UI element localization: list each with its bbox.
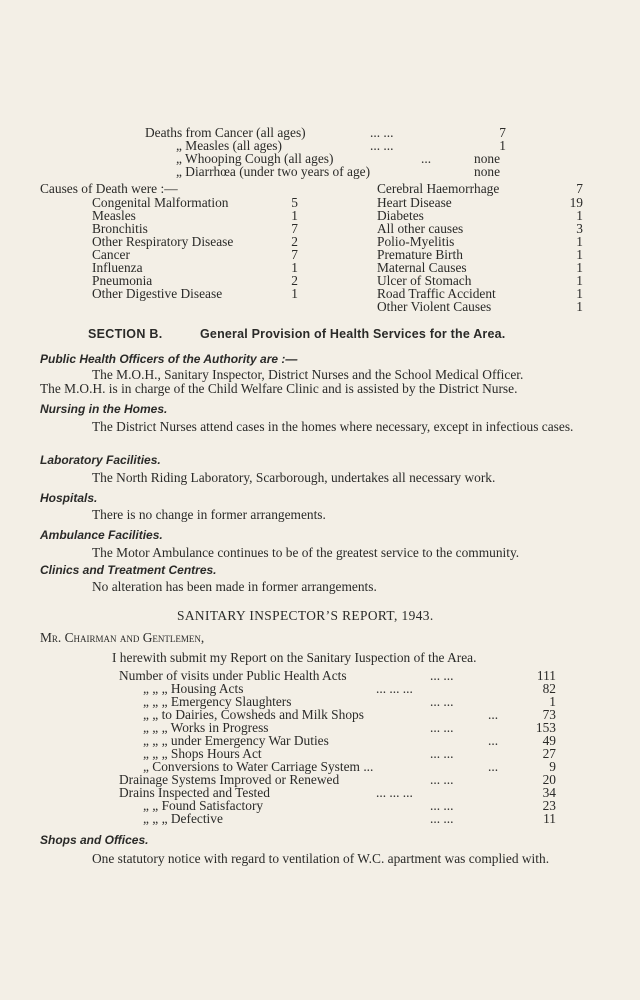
visits-label: „ „ „ Emergency Slaughters	[143, 694, 292, 709]
deaths-value-2: none	[474, 151, 501, 166]
cause-left-label: Cancer	[92, 247, 130, 262]
visits-dots: ... ... ...	[376, 785, 413, 800]
public-health-heading: Public Health Officers of the Authority are :—	[40, 352, 298, 366]
cause-right-value: 7	[576, 181, 583, 196]
visits-value: 73	[542, 707, 556, 722]
deaths-label-2: „ Whooping Cough (all ages)	[176, 151, 334, 166]
deaths-value-1: 1	[499, 138, 506, 153]
deaths-value-0: 7	[499, 125, 506, 140]
cause-right-label: Road Traffic Accident	[377, 286, 496, 301]
visits-dots: ... ... ...	[376, 681, 413, 696]
cause-left-value: 7	[291, 221, 298, 236]
deaths-label-0: Deaths from Cancer (all ages)	[145, 125, 306, 140]
cause-left-value: 1	[291, 208, 298, 223]
visits-value: 9	[549, 759, 556, 774]
visits-dots: ...	[488, 759, 499, 774]
cause-left-label: Pneumonia	[92, 273, 153, 288]
cause-right-label: Heart Disease	[377, 195, 452, 210]
visits-label: „ Conversions to Water Carriage System ...	[143, 759, 374, 774]
visits-label: „ „ to Dairies, Cowsheds and Milk Shops	[143, 707, 364, 722]
nursing-heading: Nursing in the Homes.	[40, 402, 168, 416]
visits-dots: ... ...	[430, 668, 454, 683]
cause-right-label: Ulcer of Stomach	[377, 273, 472, 288]
visits-label: „ „ „ Works in Progress	[143, 720, 269, 735]
visits-dots: ...	[488, 707, 499, 722]
shops-text-content: One statutory notice with regard to ventilation of W.C. apartment was complied with.	[92, 851, 550, 866]
visits-value: 49	[542, 733, 556, 748]
visits-dots: ... ...	[430, 811, 454, 826]
hospitals-text: There is no change in former arrangements.	[92, 507, 326, 522]
visits-value: 11	[543, 811, 556, 826]
deaths-dots-1: ... ...	[370, 138, 394, 153]
visits-dots: ... ...	[430, 772, 454, 787]
visits-dots: ... ...	[430, 720, 454, 735]
cause-right-label: Premature Birth	[377, 247, 463, 262]
cause-left-label: Other Digestive Disease	[92, 286, 223, 301]
report-intro: I herewith submit my Report on the Sanitary Iuspection of the Area.	[112, 650, 477, 665]
visits-value: 34	[542, 785, 556, 800]
nursing-text-content: The District Nurses attend cases in the homes where necessary, except in infectious cases.	[92, 419, 574, 434]
visits-value: 82	[542, 681, 556, 696]
cause-right-label: All other causes	[377, 221, 464, 236]
deaths-dots-2: ...	[421, 151, 432, 166]
cause-right-value: 1	[576, 286, 583, 301]
cause-left-label: Bronchitis	[92, 221, 148, 236]
ambulance-heading: Ambulance Facilities.	[40, 528, 163, 542]
cause-left-value: 7	[291, 247, 298, 262]
cause-left-value: 2	[291, 273, 298, 288]
section-title: General Provision of Health Services for the Area.	[200, 327, 506, 341]
hospitals-heading: Hospitals.	[40, 491, 98, 505]
nursing-text	[40, 419, 608, 434]
cause-right-label: Diabetes	[377, 208, 424, 223]
cause-left-label: Influenza	[92, 260, 143, 275]
visits-value: 153	[535, 720, 556, 735]
cause-left-label: Congenital Malformation	[92, 195, 229, 210]
deaths-label-1: „ Measles (all ages)	[176, 138, 282, 153]
visits-label: „ „ „ under Emergency War Duties	[143, 733, 329, 748]
shops-heading: Shops and Offices.	[40, 833, 149, 847]
cause-right-value: 1	[576, 234, 583, 249]
cause-left-label: Measles	[92, 208, 136, 223]
visits-value: 1	[549, 694, 556, 709]
causes-heading: Causes of Death were :—	[40, 181, 178, 196]
cause-right-value: 1	[576, 208, 583, 223]
cause-left-value: 2	[291, 234, 298, 249]
laboratory-text: The North Riding Laboratory, Scarborough, undertakes all necessary work.	[92, 470, 496, 485]
ambulance-text: The Motor Ambulance continues to be of the greatest service to the community.	[92, 545, 520, 560]
visits-value: 20	[542, 772, 556, 787]
public-health-line-2: The M.O.H. is in charge of the Child Welfare Clinic and is assisted by the District Nurse.	[40, 381, 518, 396]
clinics-heading: Clinics and Treatment Centres.	[40, 563, 217, 577]
clinics-text: No alteration has been made in former arrangements.	[92, 579, 377, 594]
cause-left-value: 1	[291, 260, 298, 275]
laboratory-heading: Laboratory Facilities.	[40, 453, 161, 467]
cause-left-value: 1	[291, 286, 298, 301]
visits-dots: ...	[488, 733, 499, 748]
deaths-label-3: „ Diarrhœa (under two years of age)	[176, 164, 371, 179]
visits-value: 111	[536, 668, 556, 683]
visits-label: „ „ „ Shops Hours Act	[143, 746, 262, 761]
report-title: SANITARY INSPECTOR’S REPORT, 1943.	[177, 608, 434, 623]
cause-right-label: Polio-Myelitis	[377, 234, 455, 249]
cause-right-value: 1	[576, 260, 583, 275]
visits-value: 23	[542, 798, 556, 813]
visits-dots: ... ...	[430, 694, 454, 709]
visits-dots: ... ...	[430, 746, 454, 761]
cause-right-label: Other Violent Causes	[377, 299, 492, 314]
cause-right-label: Cerebral Haemorrhage	[377, 181, 500, 196]
visits-dots: ... ...	[430, 798, 454, 813]
cause-right-value: 1	[576, 247, 583, 262]
visits-label: Drains Inspected and Tested	[119, 785, 270, 800]
visits-label: „ „ Found Satisfactory	[143, 798, 264, 813]
report-salutation: Mr. Chairman and Gentlemen,	[40, 630, 205, 645]
visits-value: 27	[542, 746, 556, 761]
section-number: SECTION B.	[88, 327, 163, 341]
cause-right-value: 1	[576, 273, 583, 288]
deaths-dots-0: ... ...	[370, 125, 394, 140]
cause-right-value: 19	[569, 195, 583, 210]
public-health-line-1: The M.O.H., Sanitary Inspector, District Nurses and the School Medical Officer.	[92, 367, 524, 382]
visits-label: „ „ „ Housing Acts	[143, 681, 244, 696]
deaths-value-3: none	[474, 164, 501, 179]
cause-left-label: Other Respiratory Disease	[92, 234, 234, 249]
visits-label: Drainage Systems Improved or Renewed	[119, 772, 340, 787]
shops-text	[40, 851, 608, 866]
cause-left-value: 5	[291, 195, 298, 210]
visits-label: „ „ „ Defective	[143, 811, 223, 826]
cause-right-label: Maternal Causes	[377, 260, 467, 275]
visits-label: Number of visits under Public Health Acts	[119, 668, 347, 683]
cause-right-value: 3	[576, 221, 583, 236]
cause-right-value: 1	[576, 299, 583, 314]
